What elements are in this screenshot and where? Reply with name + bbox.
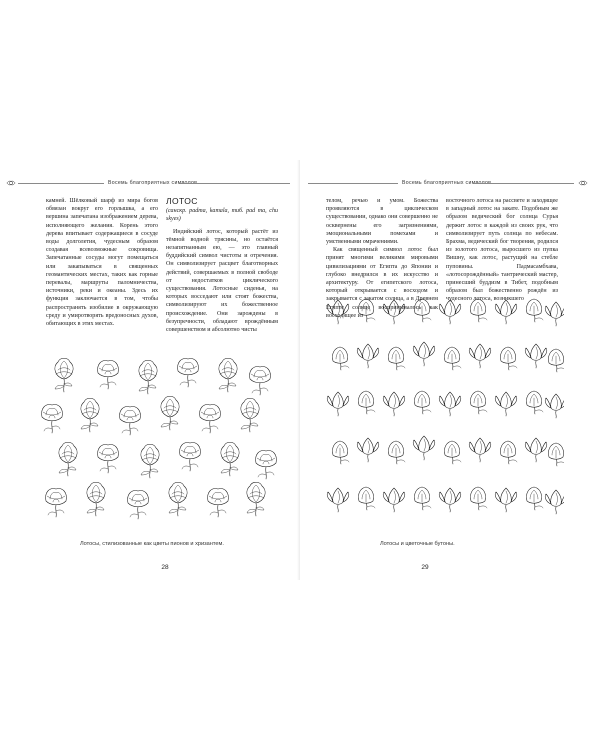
page-number: 29 — [421, 564, 429, 571]
flower-row — [59, 442, 277, 479]
head-rule — [308, 183, 398, 184]
running-head-text: Восемь благоприятных символов — [402, 179, 492, 186]
figure-caption: Лотосы, стилизованные как цветы пионов и хризантем. — [80, 541, 224, 547]
running-head-text: Восемь благоприятных символов — [108, 179, 198, 186]
section-heading: ЛОТОС — [166, 196, 198, 206]
section-names: (санскр. padma, kamala, тиб. pad ma, chu skyes) — [166, 208, 278, 223]
left-page — [0, 160, 300, 580]
right-column-2 — [446, 197, 558, 304]
bud-row — [327, 487, 564, 514]
ornament-icon — [578, 177, 588, 189]
running-head-left — [6, 177, 296, 189]
body-paragraph: Индийский лотос, который растёт из тёмной водной трясины, но остаётся незапятнанным ею, — это главный буддийский символ чистоты и отречения. Он символизирует расцвет благотворных действий, совершаемых в полной свободе от недостатков циклического существования. Лотосные сиденья, на которых восседают или стоят божества, символизируют их божественное происхождение. Они зарождены в безупречности, обладают врождённым совершенством и абсолютно чисты — [166, 228, 278, 334]
bud-row — [327, 299, 564, 326]
bud-row — [327, 391, 564, 418]
bud-row — [332, 342, 564, 372]
head-rule — [180, 183, 290, 184]
peony-lotus-illustration — [38, 353, 278, 533]
left-column-2 — [166, 197, 278, 334]
flower-row — [42, 396, 260, 435]
ornament-icon — [6, 177, 16, 189]
left-column-1 — [46, 197, 158, 328]
head-rule — [18, 183, 104, 184]
body-paragraph: восточного лотоса на рассвете и заходящее в западный лотос на закате. Подобным же образом ведический бог солнца Сурья держит лотос в каждой из своих рук, что символизирует путь солнца по небесам. Брахма, ведический бог творения, родился из золотого лотоса, выросшего из пупка Вишну, как лотос, растущий на стебле пуповины. Падмасамбхава, «лотосорождённый» тантрический мастер, принесший буддизм в Тибет, подобным образом был божественно рождён из чудесного лотоса, возникшего — [446, 198, 558, 303]
body-paragraph: камней. Шёлковый шарф из мира богов обвязан вокруг его горлышка, а его вершина запечатана изображением дерева, исполняющего желания. Корень этого дерева впитывает содержащиеся в сосуде воды долголетия, чудесным образом создавая всевозможные сокровища. Запечатанные сосуды могут помещаться или закапываться в священных геомантических местах, таких как горные перевалы, маршруты паломничества, источники, реки и океаны. Здесь их функция заключается в том, чтобы распространять изобилие в окружающую среду и умиротворять вредоносных духов, обитающих в этих местах. — [46, 198, 158, 328]
right-page — [300, 160, 600, 580]
bud-row — [332, 436, 564, 466]
figure-caption: Лотосы и цветочные бутоны. — [380, 541, 455, 547]
page-number: 28 — [161, 564, 169, 571]
running-head-right — [304, 177, 594, 189]
flower-row — [46, 482, 266, 519]
head-rule — [474, 183, 574, 184]
lotus-buds-illustration — [326, 293, 564, 533]
body-paragraph: телом, речью и умом. Божества проявляются в циклическом существовании, однако они совершенно не осквернены его загрязнениями, эмоциональными помехами и умственными омрачениями. — [326, 198, 438, 246]
body-paragraph: Как священный символ лотос был принят многими великими мировыми цивилизациями от Египта до Японии и глубоко внедрился в их искусство и архитектуру. От египетского лотоса, который открывается с восходом и закрывается с закатом солнца, а в Древнем Египте солнце воспринималось как восходящее из — [326, 247, 438, 319]
flower-row — [55, 358, 271, 395]
